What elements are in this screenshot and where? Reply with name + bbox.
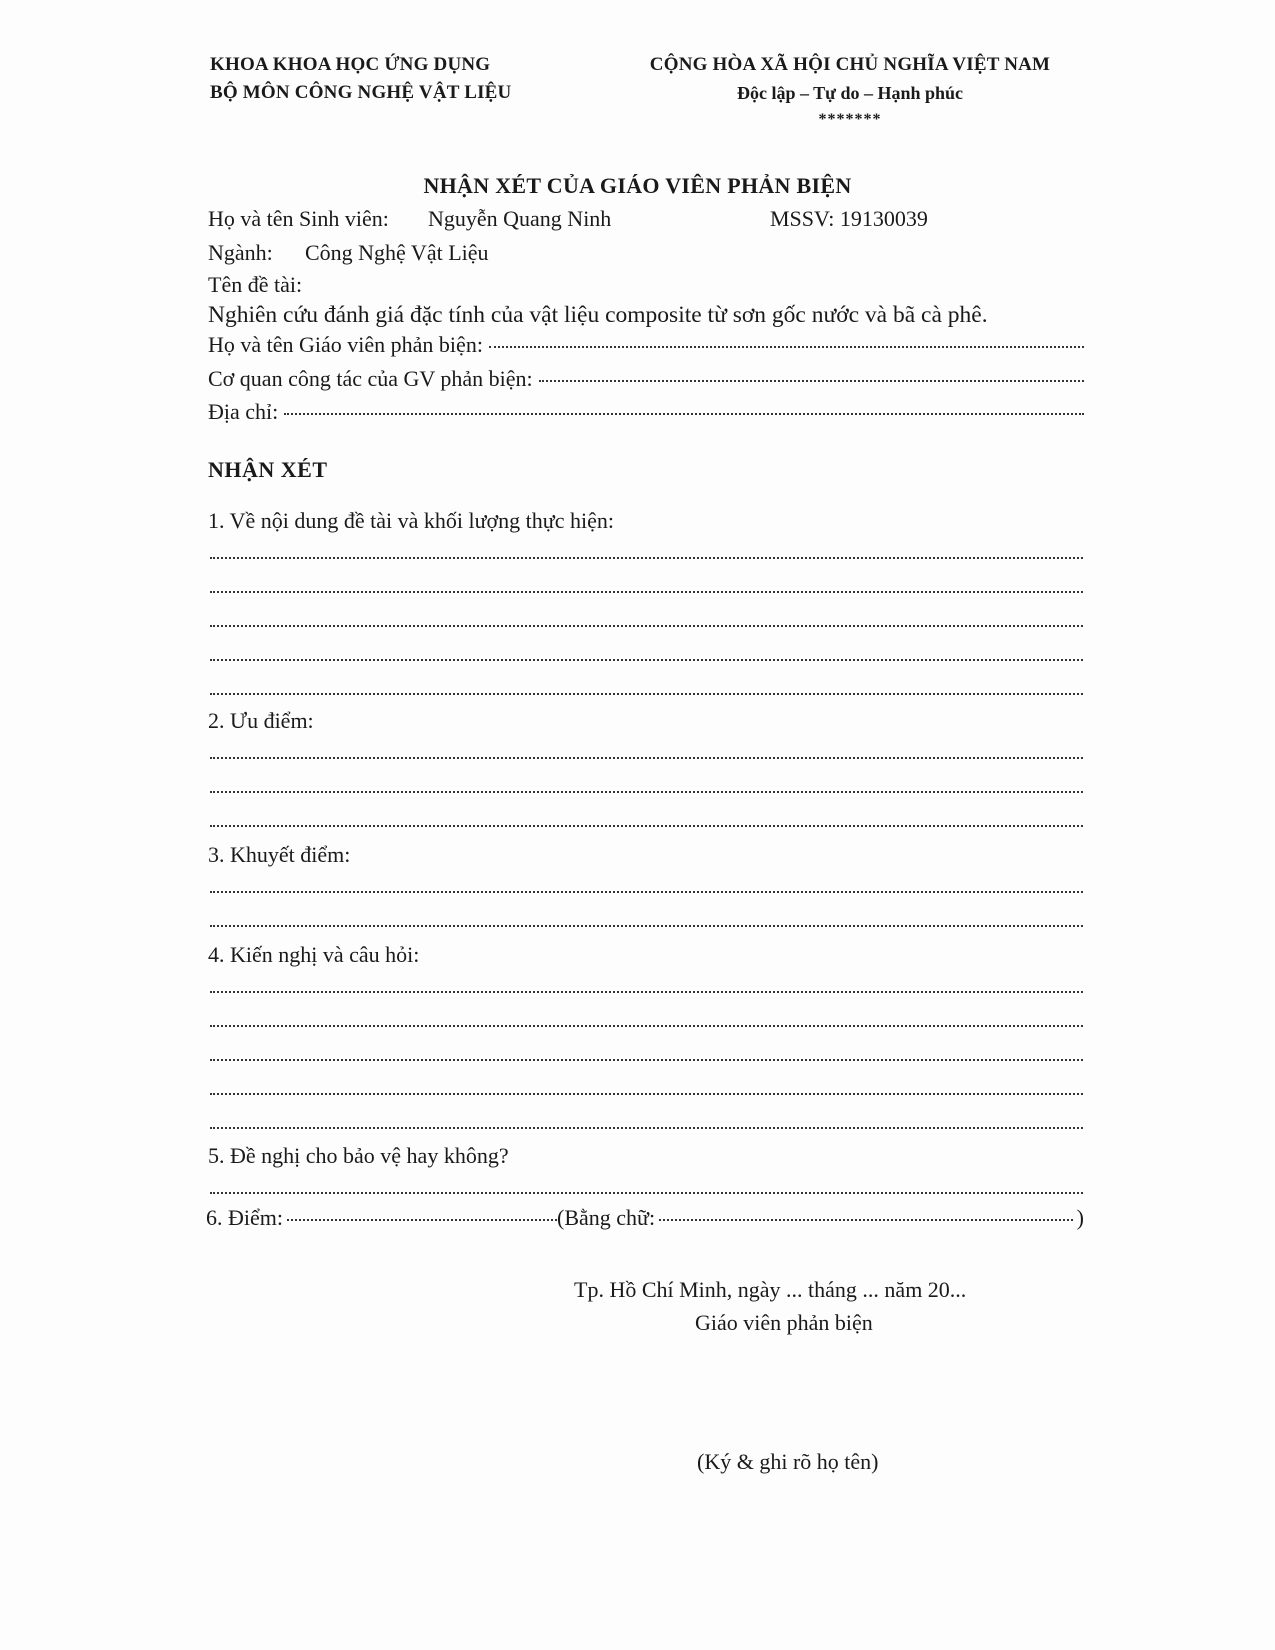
reviewer-name-field[interactable] xyxy=(208,332,1084,358)
strengths-line[interactable] xyxy=(210,791,1083,793)
questions-line[interactable] xyxy=(210,1025,1083,1027)
reviewer-name-blank[interactable] xyxy=(489,346,1084,348)
content-line[interactable] xyxy=(210,693,1083,695)
mssv-group xyxy=(770,206,928,232)
reviewer-workplace-blank[interactable] xyxy=(539,380,1084,382)
signature-note: (Ký & ghi rõ họ tên) xyxy=(697,1449,879,1474)
mssv-value: 19130039 xyxy=(839,206,928,231)
item-weaknesses-label: 3. Khuyết điểm: xyxy=(208,842,351,867)
address-field[interactable] xyxy=(208,399,1084,425)
questions-line[interactable] xyxy=(210,1127,1083,1129)
department-name: BỘ MÔN CÔNG NGHỆ VẬT LIỆU xyxy=(210,82,512,103)
topic-value: Nghiên cứu đánh giá đặc tính của vật liệu composite từ sơn gốc nước và bã cà phê. xyxy=(208,302,988,328)
major-value: Công Nghệ Vật Liệu xyxy=(305,240,489,265)
content-line[interactable] xyxy=(210,557,1083,559)
reviewer-role: Giáo viên phản biện xyxy=(695,1310,873,1335)
strengths-line[interactable] xyxy=(210,757,1083,759)
item-questions-label: 4. Kiến nghị và câu hỏi: xyxy=(208,942,420,967)
content-line[interactable] xyxy=(210,659,1083,661)
content-line[interactable] xyxy=(210,591,1083,593)
country-name: CỘNG HÒA XÃ HỘI CHỦ NGHĨA VIỆT NAM xyxy=(649,54,1051,75)
national-motto: Độc lập – Tự do – Hạnh phúc xyxy=(736,83,964,103)
reviewer-workplace-label: Cơ quan công tác của GV phản biện: xyxy=(208,366,533,391)
topic-label: Tên đề tài: xyxy=(208,272,303,297)
reviewer-name-label: Họ và tên Giáo viên phản biện: xyxy=(208,332,483,357)
major-label: Ngành: xyxy=(208,240,273,265)
reviewer-workplace-field[interactable] xyxy=(208,366,1084,392)
score-words-close: ) xyxy=(1076,1205,1084,1230)
score-row xyxy=(206,1205,1084,1231)
comments-heading: NHẬN XÉT xyxy=(208,457,328,482)
questions-line[interactable] xyxy=(210,991,1083,993)
questions-line[interactable] xyxy=(210,1093,1083,1095)
score-blank[interactable] xyxy=(287,1219,557,1221)
faculty-name: KHOA KHOA HỌC ỨNG DỤNG xyxy=(210,54,491,75)
content-line[interactable] xyxy=(210,625,1083,627)
weaknesses-line[interactable] xyxy=(210,891,1083,893)
score-label: 6. Điểm: xyxy=(206,1205,283,1230)
item-content-label: 1. Về nội dung đề tài và khối lượng thực hiện: xyxy=(208,508,614,533)
mssv-label: MSSV: xyxy=(770,206,835,231)
form-title: NHẬN XÉT CỦA GIÁO VIÊN PHẢN BIỆN xyxy=(423,173,852,198)
score-words-open: (Bằng chữ: xyxy=(557,1205,656,1230)
address-label: Địa chỉ: xyxy=(208,399,279,424)
address-blank[interactable] xyxy=(284,413,1084,415)
weaknesses-line[interactable] xyxy=(210,925,1083,927)
defense-line[interactable] xyxy=(210,1192,1083,1194)
item-strengths-label: 2. Ưu điểm: xyxy=(208,708,314,733)
strengths-line[interactable] xyxy=(210,825,1083,827)
place-date: Tp. Hồ Chí Minh, ngày ... tháng ... năm 20... xyxy=(574,1277,967,1302)
item-defense-label: 5. Đề nghị cho bảo vệ hay không? xyxy=(208,1143,509,1168)
header-stars: ******* xyxy=(818,111,882,128)
student-name-label: Họ và tên Sinh viên: xyxy=(208,206,389,231)
questions-line[interactable] xyxy=(210,1059,1083,1061)
score-words-blank[interactable] xyxy=(659,1219,1073,1221)
student-name-value: Nguyễn Quang Ninh xyxy=(428,206,612,231)
